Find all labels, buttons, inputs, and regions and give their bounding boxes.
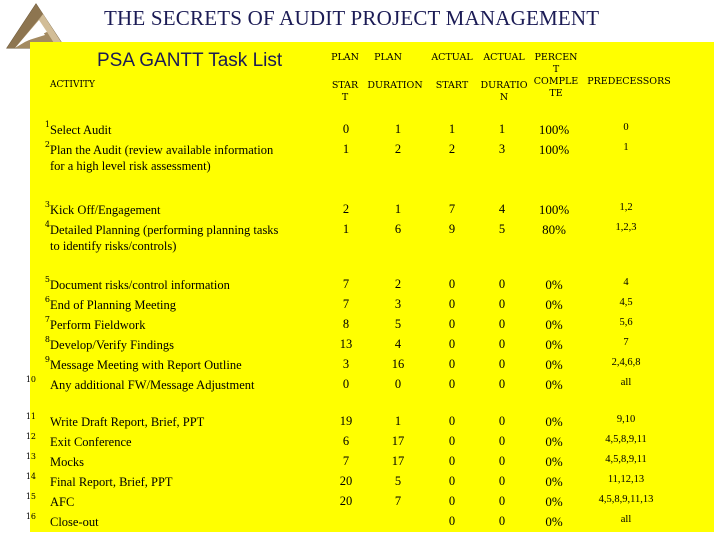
task-actual-start: 0: [448, 434, 456, 448]
task-actual-start: 0: [448, 494, 456, 508]
task-number: 6: [44, 295, 50, 304]
task-actual-start: 0: [448, 454, 456, 468]
task-predecessors: 11,12,13: [607, 474, 645, 485]
task-percent: 100%: [538, 202, 570, 217]
task-actual-start: 0: [448, 357, 456, 371]
task-number: 10: [25, 375, 36, 384]
task-actual-start: 2: [448, 142, 456, 156]
task-percent: 0%: [545, 317, 563, 332]
task-activity-line: End of Planning Meeting: [50, 298, 177, 312]
task-actual-duration: 0: [498, 377, 506, 391]
task-actual-start: 0: [448, 377, 456, 391]
task-predecessors: 1,2: [619, 202, 633, 213]
gantt-subtitle: PSA GANTT Task List: [97, 50, 283, 71]
task-predecessors: 1: [623, 142, 629, 153]
task-predecessors: 2,4,6,8: [611, 357, 641, 368]
task-row: [0, 474, 720, 494]
task-activity: [50, 317, 145, 333]
task-actual-duration: 0: [498, 297, 506, 311]
task-actual-duration: 0: [498, 414, 506, 428]
task-row: [0, 202, 720, 222]
task-activity: [50, 514, 99, 530]
task-activity-line: Detailed Planning (performing planning tasks: [50, 223, 279, 237]
task-number: 8: [44, 335, 50, 344]
page-title: THE SECRETS OF AUDIT PROJECT MANAGEMENT: [104, 6, 600, 30]
task-activity-line: Write Draft Report, Brief, PPT: [50, 415, 205, 429]
task-plan-start: 20: [339, 474, 353, 488]
task-activity-line: Perform Fieldwork: [50, 318, 146, 332]
task-percent: 100%: [538, 122, 570, 137]
task-number: 3: [44, 200, 50, 209]
task-percent: 0%: [545, 414, 563, 429]
task-activity-line: Plan the Audit (review available information: [50, 143, 274, 157]
task-actual-duration: 4: [498, 202, 506, 216]
task-row: [0, 277, 720, 297]
task-row: [0, 337, 720, 357]
task-row: [0, 377, 720, 397]
task-activity-line: Exit Conference: [50, 435, 132, 449]
task-predecessors: 0: [623, 122, 629, 133]
task-actual-start: 9: [448, 222, 456, 236]
task-plan-duration: 2: [394, 142, 402, 156]
task-actual-duration: 0: [498, 277, 506, 291]
task-plan-duration: 2: [394, 277, 402, 291]
task-number: 11: [25, 412, 36, 421]
task-plan-duration: 4: [394, 337, 402, 351]
task-actual-duration: 0: [498, 474, 506, 488]
task-predecessors: 4,5,8,9,11,13: [598, 494, 654, 505]
task-percent: 0%: [545, 434, 563, 449]
task-percent: 0%: [545, 357, 563, 372]
task-actual-start: 0: [448, 317, 456, 331]
task-plan-duration: 5: [394, 317, 402, 331]
plan-duration-column-header: PLAN DURATION: [367, 52, 423, 91]
task-actual-duration: 0: [498, 514, 506, 528]
task-plan-duration: 17: [391, 434, 405, 448]
task-actual-start: 0: [448, 337, 456, 351]
task-activity: [50, 434, 132, 450]
task-plan-duration: 7: [394, 494, 402, 508]
task-row: [0, 414, 720, 434]
task-row: [0, 454, 720, 474]
percent-complete-column-header: PERCEN T COMPLE TE: [533, 52, 579, 99]
task-activity-line: Document risks/control information: [50, 278, 230, 292]
task-activity: [50, 357, 242, 373]
task-activity-line: Close-out: [50, 515, 99, 529]
task-activity-line: Select Audit: [50, 123, 112, 137]
actual-duration-column-header: ACTUAL DURATIO N: [480, 52, 528, 103]
task-plan-start: 7: [342, 297, 350, 311]
task-actual-duration: 1: [498, 122, 506, 136]
task-actual-duration: 0: [498, 337, 506, 351]
plan-start-column-header: PLAN STAR T: [331, 52, 359, 103]
task-percent: 0%: [545, 377, 563, 392]
task-percent: 0%: [545, 277, 563, 292]
task-activity-line: Mocks: [50, 455, 85, 469]
task-plan-duration: 1: [394, 414, 402, 428]
task-activity-line: Kick Off/Engagement: [50, 203, 161, 217]
task-number: 15: [25, 492, 36, 501]
task-percent: 0%: [545, 454, 563, 469]
activity-column-header: ACTIVITY: [50, 80, 95, 90]
task-predecessors: 4,5,8,9,11: [605, 454, 647, 465]
task-actual-start: 1: [448, 122, 456, 136]
task-plan-start: 7: [342, 454, 350, 468]
task-number: 2: [44, 140, 50, 149]
task-plan-duration: 1: [394, 122, 402, 136]
task-activity: [50, 494, 74, 510]
task-plan-start: 2: [342, 202, 350, 216]
task-actual-duration: 0: [498, 434, 506, 448]
actual-start-column-header: ACTUAL START: [431, 52, 473, 91]
task-number: 9: [44, 355, 50, 364]
task-activity: [50, 222, 278, 254]
task-percent: 0%: [545, 297, 563, 312]
task-row: [0, 122, 720, 142]
task-row: [0, 297, 720, 317]
task-plan-start: 19: [339, 414, 353, 428]
task-row: [0, 494, 720, 514]
task-activity: [50, 122, 111, 138]
task-plan-start: 7: [342, 277, 350, 291]
task-actual-duration: 0: [498, 454, 506, 468]
task-percent: 80%: [542, 222, 566, 237]
task-row: [0, 514, 720, 534]
task-activity-line: Final Report, Brief, PPT: [50, 475, 173, 489]
task-actual-duration: 0: [498, 317, 506, 331]
task-plan-duration: 17: [391, 454, 405, 468]
task-plan-start: 0: [342, 377, 350, 391]
task-activity: [50, 277, 230, 293]
task-actual-start: 0: [448, 277, 456, 291]
task-number: 1: [44, 120, 50, 129]
task-predecessors: 9,10: [616, 414, 636, 425]
task-predecessors: all: [620, 514, 632, 525]
task-activity-line: AFC: [50, 495, 75, 509]
task-plan-start: 6: [342, 434, 350, 448]
task-number: 14: [25, 472, 36, 481]
task-activity: [50, 142, 273, 174]
task-actual-start: 7: [448, 202, 456, 216]
task-activity: [50, 474, 173, 490]
task-plan-start: 8: [342, 317, 350, 331]
task-percent: 0%: [545, 494, 563, 509]
task-predecessors: 5,6: [619, 317, 633, 328]
task-actual-start: 0: [448, 514, 456, 528]
task-number: 13: [25, 452, 36, 461]
task-plan-start: 1: [342, 222, 350, 236]
task-percent: 0%: [545, 337, 563, 352]
predecessors-column-header: PREDECESSORS: [587, 76, 671, 87]
task-actual-start: 0: [448, 474, 456, 488]
task-row: [0, 220, 720, 253]
task-row: [0, 140, 720, 173]
task-plan-start: 1: [342, 142, 350, 156]
task-plan-duration: 16: [391, 357, 405, 371]
task-activity: [50, 202, 161, 218]
task-predecessors: 4,5: [619, 297, 633, 308]
task-plan-start: 0: [342, 122, 350, 136]
task-predecessors: 1,2,3: [615, 222, 637, 233]
task-activity-line: Message Meeting with Report Outline: [50, 358, 242, 372]
task-row: [0, 317, 720, 337]
task-predecessors: 4,5,8,9,11: [605, 434, 647, 445]
task-number: 16: [25, 512, 36, 521]
task-number: 12: [25, 432, 36, 441]
task-actual-duration: 0: [498, 494, 506, 508]
task-percent: 0%: [545, 514, 563, 529]
task-activity: [50, 377, 255, 393]
task-activity: [50, 454, 84, 470]
task-actual-duration: 3: [498, 142, 506, 156]
task-row: [0, 357, 720, 377]
task-number: 7: [44, 315, 50, 324]
task-percent: 100%: [538, 142, 570, 157]
task-predecessors: 7: [623, 337, 629, 348]
task-plan-duration: 5: [394, 474, 402, 488]
task-actual-duration: 5: [498, 222, 506, 236]
task-activity: [50, 337, 174, 353]
task-plan-start: 20: [339, 494, 353, 508]
task-activity-line: Any additional FW/Message Adjustment: [50, 378, 255, 392]
task-row: [0, 434, 720, 454]
task-activity-line: Develop/Verify Findings: [50, 338, 174, 352]
task-number: 5: [44, 275, 50, 284]
task-plan-duration: 1: [394, 202, 402, 216]
task-activity: [50, 297, 176, 313]
task-predecessors: 4: [623, 277, 629, 288]
task-actual-start: 0: [448, 297, 456, 311]
task-activity: [50, 414, 204, 430]
task-predecessors: all: [620, 377, 632, 388]
task-activity-line: for a high level risk assessment): [50, 159, 211, 173]
task-number: 4: [44, 220, 50, 229]
task-activity-line: to identify risks/controls): [50, 239, 177, 253]
task-percent: 0%: [545, 474, 563, 489]
task-actual-start: 0: [448, 414, 456, 428]
task-plan-duration: 0: [394, 377, 402, 391]
task-actual-duration: 0: [498, 357, 506, 371]
task-plan-start: 13: [339, 337, 353, 351]
task-plan-duration: 6: [394, 222, 402, 236]
task-plan-start: 3: [342, 357, 350, 371]
task-plan-duration: 3: [394, 297, 402, 311]
